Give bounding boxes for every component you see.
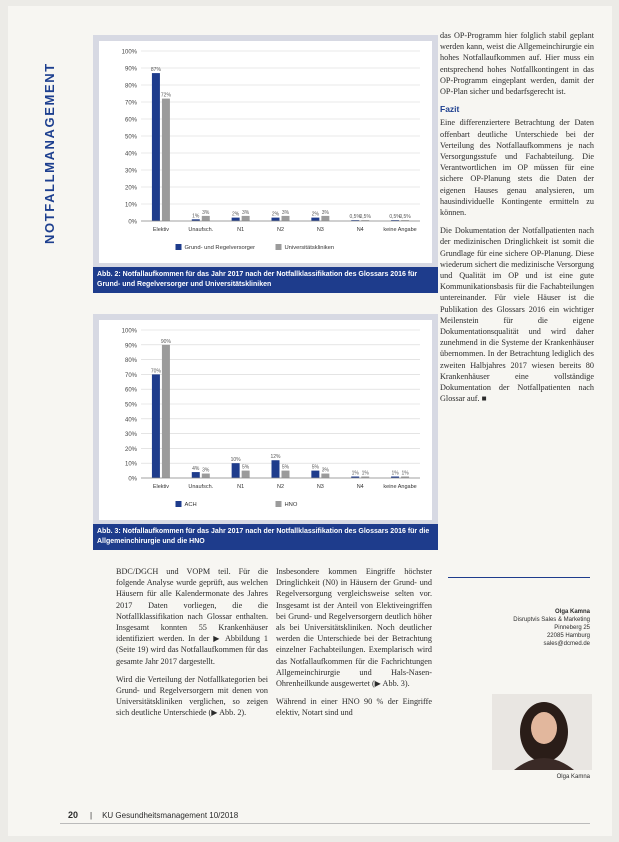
- data-label: 2%: [232, 211, 240, 218]
- right-paragraph-1: das OP-Programm hier folglich stabil geplant werden kann, weist die Allgemeinchirurgie ein hohes Notfallaufkommen auf. Hier muss ein entsprechend hohes Notfallkontingent in das OP-Programm eingeplant werden, damit der OP-Plan sicher und bedarfsgerecht ist.: [440, 31, 594, 97]
- legend-swatch: [276, 501, 282, 507]
- page: [8, 6, 612, 836]
- data-label: 1%: [361, 470, 369, 477]
- y-tick-label: 0%: [128, 476, 137, 483]
- middle-paragraph-1: Insbesondere kommen Eingriffe höchster Dringlichkeit (N0) in Häusern der Grund- und Regelversorgung vergleichsweise selten vor. Insgesamt ist der Anteil von Elektiveingriffen bei Grund- und Regelversorgern deutlich höher als bei Universitätskliniken. Noch deutlicher werden die Unterschiede bei der Betrachtung einzelner Fachabteilungen. Exemplarisch wird das Notfallaufkommen für die Fachrichtungen Allgemeinchirurgie und Hals-Nasen-Ohrenheilkunde ausgewertet (▶ Abb. 3).: [276, 567, 432, 689]
- y-tick-label: 20%: [124, 446, 137, 453]
- right-column: [440, 30, 594, 412]
- y-tick-label: 90%: [124, 66, 137, 73]
- y-tick-label: 90%: [124, 343, 137, 350]
- x-tick-label: N2: [276, 484, 285, 490]
- chart-3-svg: [99, 320, 432, 520]
- y-tick-label: 60%: [124, 117, 137, 124]
- y-tick-label: 50%: [124, 134, 137, 141]
- footer: [68, 810, 238, 820]
- chart-3-caption: Abb. 3: Notfallaufkommen für das Jahr 2017 nach der Notfallklassifikation des Glossars 2016 für die Allgemeinchirurgie und die HNO: [93, 524, 438, 550]
- bar-series-2: [202, 474, 210, 478]
- legend-label: ACH: [184, 502, 197, 508]
- left-paragraph-1: BDC/DGCH und VOPM teil. Für die folgende Analyse wurde geprüft, aus welchen Häusern für alle Kalendermonate des Jahres 2017 Daten vorliegen, die die Notfallklassifikation nach Glossar enthalten. Insgesamt konnten 55 Krankenhäuser identifiziert werden. In der ▶ Abbildung 1 (Seite 19) wird das Notfallaufkommen für das gesamte Jahr 2017 dargestellt.: [116, 567, 268, 666]
- bar-series-2: [162, 99, 170, 221]
- bar-series-2: [282, 216, 290, 221]
- bar-series-2: [242, 216, 250, 221]
- x-tick-label: N2: [276, 227, 285, 233]
- author-block: [448, 608, 590, 648]
- chart-2-svg: [99, 41, 432, 263]
- x-tick-label: Unaufsch.: [188, 227, 214, 233]
- x-tick-label: N3: [316, 227, 324, 233]
- y-tick-label: 100%: [121, 49, 137, 56]
- author-line-1: Disruptvis Sales & Marketing: [513, 617, 590, 623]
- x-tick-label: Elektiv: [152, 484, 170, 490]
- chart-background: [99, 41, 432, 263]
- x-tick-label: N1: [237, 227, 245, 233]
- bar-series-2: [321, 216, 329, 221]
- bar-series-2: [321, 474, 329, 478]
- data-label: 70%: [150, 368, 161, 375]
- legend-label: Grund- und Regelversorger: [184, 245, 256, 251]
- data-label: 3%: [321, 209, 329, 216]
- footer-separator: |: [90, 811, 93, 820]
- data-label: 1%: [401, 470, 409, 477]
- data-label: 0,5%: [399, 214, 411, 221]
- legend-swatch: [176, 244, 182, 250]
- data-label: 1%: [391, 470, 399, 477]
- legend-swatch: [276, 244, 282, 250]
- data-label: 12%: [270, 454, 281, 461]
- y-tick-label: 100%: [121, 328, 137, 335]
- y-tick-label: 10%: [124, 202, 137, 209]
- y-tick-label: 10%: [124, 461, 137, 468]
- data-label: 3%: [321, 467, 329, 474]
- author-photo: [492, 694, 592, 770]
- y-tick-label: 70%: [124, 372, 137, 379]
- author-line-2: Pinneberg 25: [554, 625, 590, 631]
- y-tick-label: 30%: [124, 168, 137, 175]
- section-label: NOTFALLMANAGEMENT: [42, 62, 57, 244]
- bar-series-1: [272, 460, 280, 478]
- y-tick-label: 30%: [124, 432, 137, 439]
- middle-column: [276, 566, 432, 726]
- x-tick-label: N4: [356, 484, 364, 490]
- data-label: 1%: [192, 213, 200, 220]
- author-line-3: 22085 Hamburg: [546, 633, 590, 639]
- y-tick-label: 20%: [124, 185, 137, 192]
- y-tick-label: 0%: [128, 219, 137, 226]
- y-tick-label: 60%: [124, 387, 137, 394]
- right-paragraph-2: Eine differenziertere Betrachtung der Daten offenbart deutliche Unterschiede bei der Verteilung des Notfallaufkommens je nach Versorgungsstufe und Fachabteilung. Die Verantwortlichen im OP müssen für eine sichere OP-Planung stets die Daten der eigenen Hauses genau analysieren, um hausindividuelle Kontingente ermitteln zu können.: [440, 118, 594, 218]
- data-label: 0,5%: [359, 214, 371, 221]
- y-tick-label: 80%: [124, 358, 137, 365]
- chart-figure-3: [93, 314, 438, 550]
- legend-swatch: [176, 501, 182, 507]
- data-label: 0,5%: [389, 214, 401, 221]
- x-tick-label: N4: [356, 227, 364, 233]
- legend-label: HNO: [284, 502, 298, 508]
- data-label: 2%: [271, 211, 280, 218]
- bar-series-1: [232, 218, 240, 221]
- x-tick-label: Unaufsch.: [188, 484, 214, 490]
- photo-caption: Olga Kamna: [556, 774, 590, 780]
- journal-name: KU Gesundheitsmanagement 10/2018: [102, 811, 239, 820]
- data-label: 5%: [311, 464, 319, 471]
- data-label: 5%: [281, 464, 290, 471]
- data-label: 2%: [311, 211, 319, 218]
- bar-series-2: [242, 471, 250, 478]
- author-name: Olga Kamna: [554, 609, 590, 615]
- data-label: 87%: [150, 67, 161, 74]
- data-label: 0,5%: [349, 214, 361, 221]
- left-column: [116, 566, 268, 726]
- data-label: 3%: [242, 209, 250, 216]
- x-tick-label: N1: [237, 484, 245, 490]
- author-rule: [448, 577, 590, 578]
- y-tick-label: 40%: [124, 151, 137, 158]
- y-tick-label: 50%: [124, 402, 137, 409]
- middle-paragraph-2: Während in einer HNO 90 % der Eingriffe elektiv, Notart sind und: [276, 697, 432, 718]
- bar-series-1: [152, 374, 160, 478]
- x-tick-label: Elektiv: [152, 227, 170, 233]
- bar-series-2: [282, 471, 290, 478]
- page-number: 20: [68, 810, 79, 820]
- data-label: 90%: [160, 338, 171, 345]
- right-paragraph-3: Die Dokumentation der Notfallpatienten nach der medizinischen Dringlichkeit ist somit die Grundlage für eine sichere OP-Planung. Diese wiederum sichert die medizinische Versorgung und Qualität im OP und ist eine gute Kommunikationsbasis für die Fachabteilungen untereinander. Für viele Häuser ist die Publikation des Glossars 2016 ein wichtiger Meilenstein für die eigene Dokumentationsqualität und wird daher zunehmend in die Systeme der Krankenhäuser übernommen. In der Betrachtung lediglich des zweiten Halbjahres 2017 wiesen bereits 80 Krankenhäuser eine vollständige Dokumentation der Notfallpatienten nach Glossar auf. ■: [440, 226, 594, 404]
- chart-2-caption: Abb. 2: Notfallaufkommen für das Jahr 2017 nach der Notfallklassifikation des Glossars 2016 für Grund- und Regelversorger und Universitätskliniken: [93, 267, 438, 293]
- data-label: 72%: [160, 92, 171, 99]
- data-label: 4%: [192, 466, 200, 473]
- data-label: 3%: [202, 209, 210, 216]
- data-label: 3%: [202, 467, 210, 474]
- data-label: 5%: [242, 464, 250, 471]
- y-tick-label: 80%: [124, 83, 137, 90]
- author-email: sales@dcmed.de: [543, 641, 590, 647]
- left-paragraph-2: Wird die Verteilung der Notfallkategorien bei Grund- und Regelversorgern mit denen von Universitätskliniken verglichen, so zeigen sich deutliche Unterschiede (▶ Abb. 2).: [116, 674, 268, 718]
- chart-background: [99, 320, 432, 520]
- data-label: 3%: [281, 209, 290, 216]
- x-tick-label: keine Angabe: [383, 484, 417, 490]
- bar-series-1: [311, 471, 319, 478]
- y-tick-label: 40%: [124, 417, 137, 424]
- bar-series-1: [192, 472, 200, 478]
- bar-series-1: [272, 218, 280, 221]
- y-tick-label: 70%: [124, 100, 137, 107]
- x-tick-label: keine Angabe: [383, 227, 417, 233]
- data-label: 1%: [351, 470, 359, 477]
- legend-label: Universitätskliniken: [284, 245, 335, 251]
- bar-series-2: [202, 216, 210, 221]
- x-tick-label: N3: [316, 484, 324, 490]
- data-label: 10%: [230, 457, 241, 464]
- bar-series-1: [232, 463, 240, 478]
- bar-series-1: [311, 218, 319, 221]
- chart-figure-2: [93, 35, 438, 293]
- bar-series-1: [152, 73, 160, 221]
- fazit-heading: Fazit: [440, 104, 460, 115]
- bar-series-2: [162, 345, 170, 478]
- footer-divider: [60, 823, 590, 824]
